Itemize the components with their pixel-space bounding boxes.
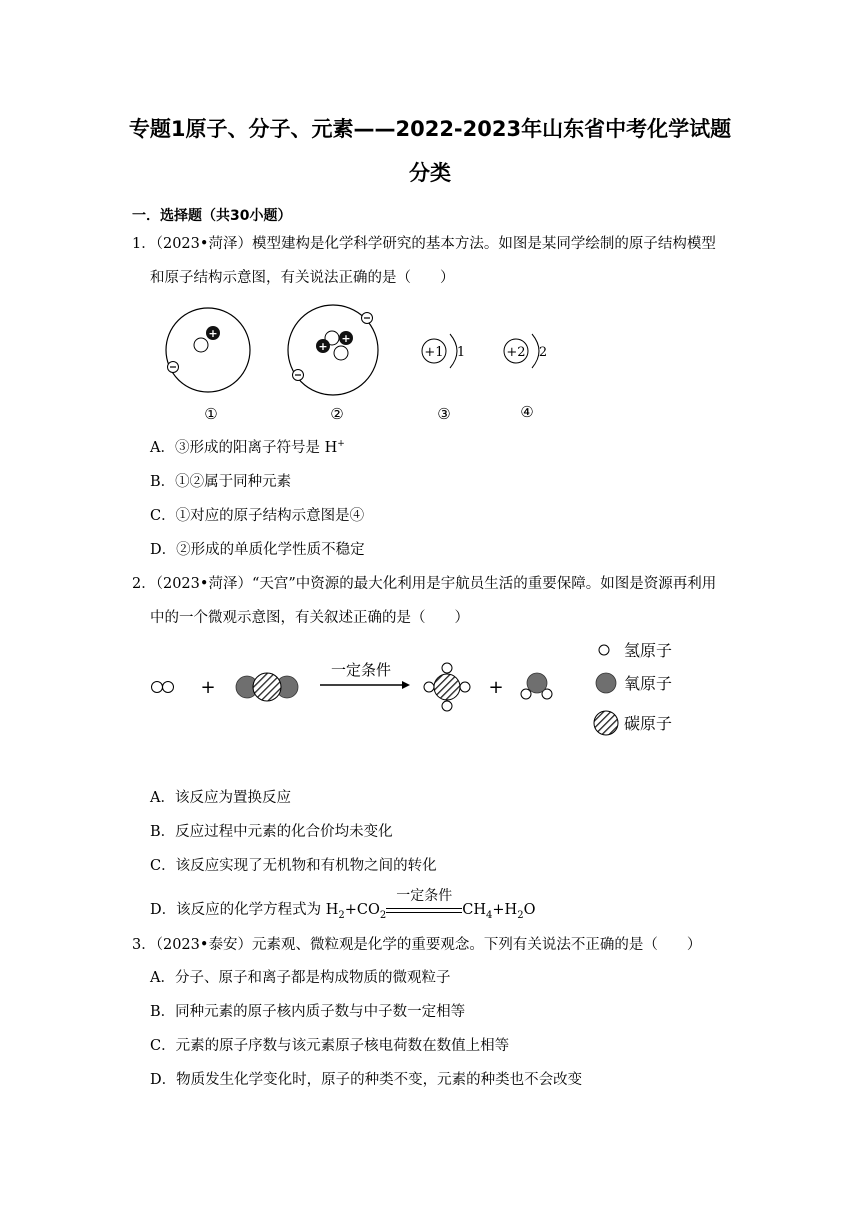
legend-oxygen: 氧原子 xyxy=(624,674,673,693)
legend-carbon: 碳原子 xyxy=(624,714,673,733)
question-3-option-a: A．分子、原子和离子都是构成物质的微观粒子 xyxy=(150,970,451,986)
question-2-stem: （2023•菏泽）“天宫”中资源的最大化利用是宇航员生活的重要保障。如图是资源再利用 xyxy=(155,576,717,592)
question-3-line-1 xyxy=(132,935,701,955)
question-1-line-2: 和原子结构示意图，有关说法正确的是（ ） xyxy=(150,270,455,286)
atom-model-1 xyxy=(166,308,250,392)
question-1-figure xyxy=(150,300,570,430)
svg-text:+: + xyxy=(318,340,328,353)
question-1-stem: （2023•菏泽）模型建构是化学科学研究的基本方法。如图是某同学绘制的原子结构模型 xyxy=(155,236,716,252)
question-1-line-1 xyxy=(132,234,716,254)
plus-sign-1: + xyxy=(200,677,216,698)
legend-hydrogen: 氢原子 xyxy=(624,641,673,660)
reaction-arrow xyxy=(320,661,410,689)
question-1-option-d: D．②形成的单质化学性质不稳定 xyxy=(150,542,365,558)
structure-diagram-3 xyxy=(422,334,465,368)
svg-text:1: 1 xyxy=(456,345,466,360)
structure-diagram-4 xyxy=(504,334,547,368)
page-title-line-1: 专题1原子、分子、元素——2022-2023年山东省中考化学试题 xyxy=(128,117,732,141)
atom-model-2 xyxy=(288,305,378,395)
figure-label-2: ② xyxy=(330,405,344,423)
question-1-option-b: B．①②属于同种元素 xyxy=(150,474,292,490)
figure-label-3: ③ xyxy=(437,405,451,423)
question-1-number: 1． xyxy=(132,236,156,252)
question-3-option-c: C．元素的原子序数与该元素原子核电荷数在数值上相等 xyxy=(150,1038,510,1054)
question-2-option-b: B．反应过程中元素的化合价均未变化 xyxy=(150,824,393,840)
question-3-option-d: D．物质发生化学变化时，原子的种类不变，元素的种类也不会改变 xyxy=(150,1072,583,1088)
question-1-option-c: C．①对应的原子结构示意图是④ xyxy=(150,508,365,524)
atom-legend xyxy=(594,641,672,735)
svg-text:+2: +2 xyxy=(506,345,526,360)
plus-sign-2: + xyxy=(488,677,504,698)
page-title-line-2: 分类 xyxy=(409,161,451,185)
question-2-option-d: D．该反应的化学方程式为 $H_2+CO_2$ 一定条件 $CH_4+H_2O$ xyxy=(150,888,536,921)
question-2-reaction-figure xyxy=(140,630,700,750)
svg-text:一定条件: 一定条件 xyxy=(330,661,392,679)
question-2-line-1 xyxy=(132,574,716,594)
carbon-dioxide-molecule xyxy=(236,673,298,701)
svg-text:+: + xyxy=(208,327,218,340)
methane-molecule xyxy=(424,663,470,711)
figure-label-1: ① xyxy=(204,405,218,423)
question-3-number: 3． xyxy=(132,937,156,953)
question-2-number: 2． xyxy=(132,576,156,592)
svg-text:2: 2 xyxy=(538,345,548,360)
svg-text:+: + xyxy=(341,332,351,345)
figure-label-4: ④ xyxy=(520,403,534,421)
water-molecule xyxy=(521,673,552,699)
question-2-option-a: A．该反应为置换反应 xyxy=(150,790,291,806)
equation-condition: 一定条件 xyxy=(386,898,462,916)
question-3-option-b: B．同种元素的原子核内质子数与中子数一定相等 xyxy=(150,1004,466,1020)
question-3-stem: （2023•泰安）元素观、微粒观是化学的重要观念。下列有关说法不正确的是（ ） xyxy=(155,937,702,953)
question-2-line-2: 中的一个微观示意图，有关叙述正确的是（ ） xyxy=(150,610,469,626)
section-heading: 一．选择题（共30小题） xyxy=(132,208,292,224)
question-1-option-a: A．③形成的阳离子符号是 H+ xyxy=(150,439,345,456)
question-2-option-c: C．该反应实现了无机物和有机物之间的转化 xyxy=(150,858,437,874)
svg-text:+1: +1 xyxy=(424,345,444,360)
hydrogen-molecule xyxy=(152,682,174,693)
